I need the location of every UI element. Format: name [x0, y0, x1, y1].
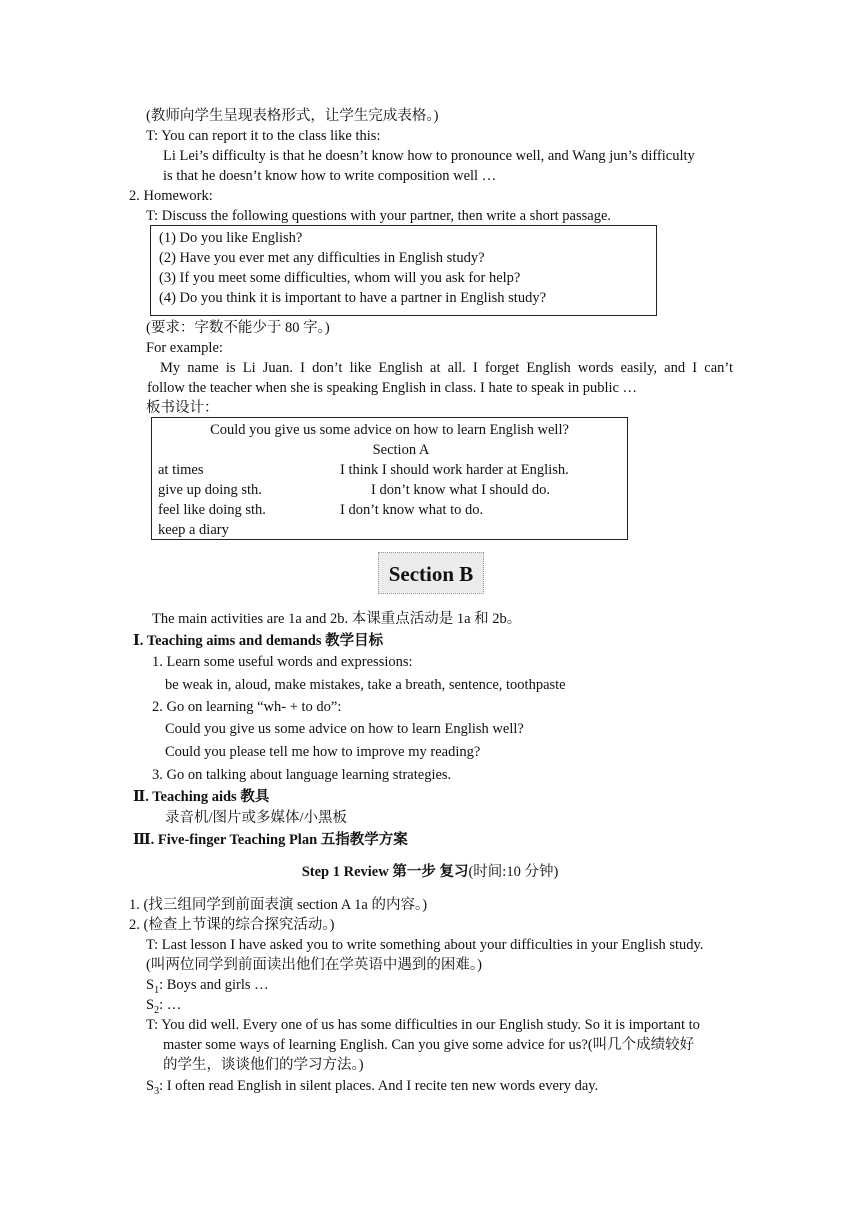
- for-example-label: For example:: [146, 340, 223, 356]
- question-item: (1) Do you like English?: [159, 230, 303, 246]
- blackboard-subtitle: Section A: [372, 442, 430, 458]
- blackboard-sentence: I don’t know what to do.: [340, 502, 484, 518]
- aim-1: 1. Learn some useful words and expressions:: [152, 654, 413, 670]
- speaker-label: S: [146, 977, 155, 993]
- aim-3: 3. Go on talking about language learning strategies.: [152, 767, 452, 783]
- note-read-difficulties: (叫两位同学到前面读出他们在学英语中遇到的困难。): [146, 957, 482, 973]
- speaker-label: S: [146, 997, 155, 1013]
- question-item: (4) Do you think it is important to have a partner in English study?: [159, 290, 547, 306]
- question-item: (3) If you meet some difficulties, whom will you ask for help?: [159, 270, 521, 286]
- step-1-heading: [0, 862, 860, 882]
- note-table-form: (教师向学生呈现表格形式，让学生完成表格。): [146, 108, 439, 124]
- step-1-title: Step 1 Review 第一步 复习: [301, 864, 469, 880]
- speaker-index: 3: [154, 1085, 160, 1097]
- teaching-aids-heading: Ⅱ. Teaching aids 教具: [133, 789, 270, 805]
- blackboard-phrase: keep a diary: [158, 522, 229, 538]
- speaker-text: : Boys and girls …: [159, 977, 269, 993]
- teacher-did-well-line-2: master some ways of learning English. Can you give some advice for us?(叫几个成绩较好: [163, 1037, 695, 1053]
- teacher-did-well-line-3: 的学生，谈谈他们的学习方法。): [163, 1057, 364, 1073]
- example-passage-line-1: My name is Li Juan. I don’t like English at all. I forget English words easily, and I can’t: [160, 360, 733, 376]
- step-1-item-1: 1. (找三组同学到前面表演 section A 1a 的内容。): [129, 897, 428, 913]
- teaching-aids-list: 录音机/图片或多媒体/小黑板: [165, 810, 348, 826]
- homework-heading: 2. Homework:: [129, 188, 213, 204]
- blackboard-box: [151, 417, 628, 540]
- aim-2-example-2: Could you please tell me how to improve my reading?: [165, 744, 481, 760]
- question-item: (2) Have you ever met any difficulties in English study?: [159, 250, 485, 266]
- student-1-line: [146, 975, 269, 995]
- section-b-title: Section B: [378, 552, 484, 594]
- speaker-text: : I often read English in silent places. And I recite ten new words every day.: [159, 1078, 599, 1094]
- main-activities: The main activities are 1a and 2b. 本课重点活动是 1a 和 2b。: [152, 611, 522, 627]
- teacher-did-well-line-1: T: You did well. Every one of us has some difficulties in our English study. So it is important to: [146, 1017, 700, 1033]
- report-example-line-2: is that he doesn’t know how to write composition well …: [163, 168, 497, 184]
- step-1-item-2: 2. (检查上节课的综合探究活动。): [129, 917, 335, 933]
- homework-instruction: T: Discuss the following questions with your partner, then write a short passage.: [146, 208, 612, 224]
- blackboard-sentence: I think I should work harder at English.: [340, 462, 569, 478]
- teaching-plan-heading: Ⅲ. Five-finger Teaching Plan 五指教学方案: [133, 832, 408, 848]
- teaching-aims-heading: Ⅰ. Teaching aims and demands 教学目标: [133, 633, 384, 649]
- blackboard-phrase: give up doing sth.: [158, 482, 262, 498]
- blackboard-heading: 板书设计：: [146, 400, 219, 416]
- student-2-line: [146, 995, 181, 1015]
- speaker-label: S: [146, 1078, 155, 1094]
- blackboard-title: Could you give us some advice on how to learn English well?: [210, 422, 569, 438]
- speaker-index: 1: [154, 984, 160, 996]
- blackboard-phrase: feel like doing sth.: [158, 502, 266, 518]
- aim-2: 2. Go on learning “wh- + to do”:: [152, 699, 342, 715]
- report-example-line-1: Li Lei’s difficulty is that he doesn’t know how to pronounce well, and Wang jun’s difficulty: [163, 148, 695, 164]
- word-count-requirement: (要求：字数不能少于 80 字。): [146, 320, 330, 336]
- teacher-report-line: T: You can report it to the class like this:: [146, 128, 381, 144]
- blackboard-sentence: I don’t know what I should do.: [371, 482, 550, 498]
- speaker-index: 2: [154, 1004, 160, 1016]
- aim-1-words: be weak in, aloud, make mistakes, take a breath, sentence, toothpaste: [165, 677, 566, 693]
- speaker-text: : …: [159, 997, 182, 1013]
- teacher-last-lesson: T: Last lesson I have asked you to write something about your difficulties in your English study.: [146, 937, 704, 953]
- student-3-line: [146, 1076, 598, 1096]
- questions-box: [150, 225, 657, 316]
- blackboard-phrase: at times: [158, 462, 204, 478]
- example-passage-line-2: follow the teacher when she is speaking English in class. I hate to speak in public …: [147, 380, 638, 396]
- step-1-time: (时间:10 分钟): [468, 864, 559, 880]
- aim-2-example-1: Could you give us some advice on how to learn English well?: [165, 721, 524, 737]
